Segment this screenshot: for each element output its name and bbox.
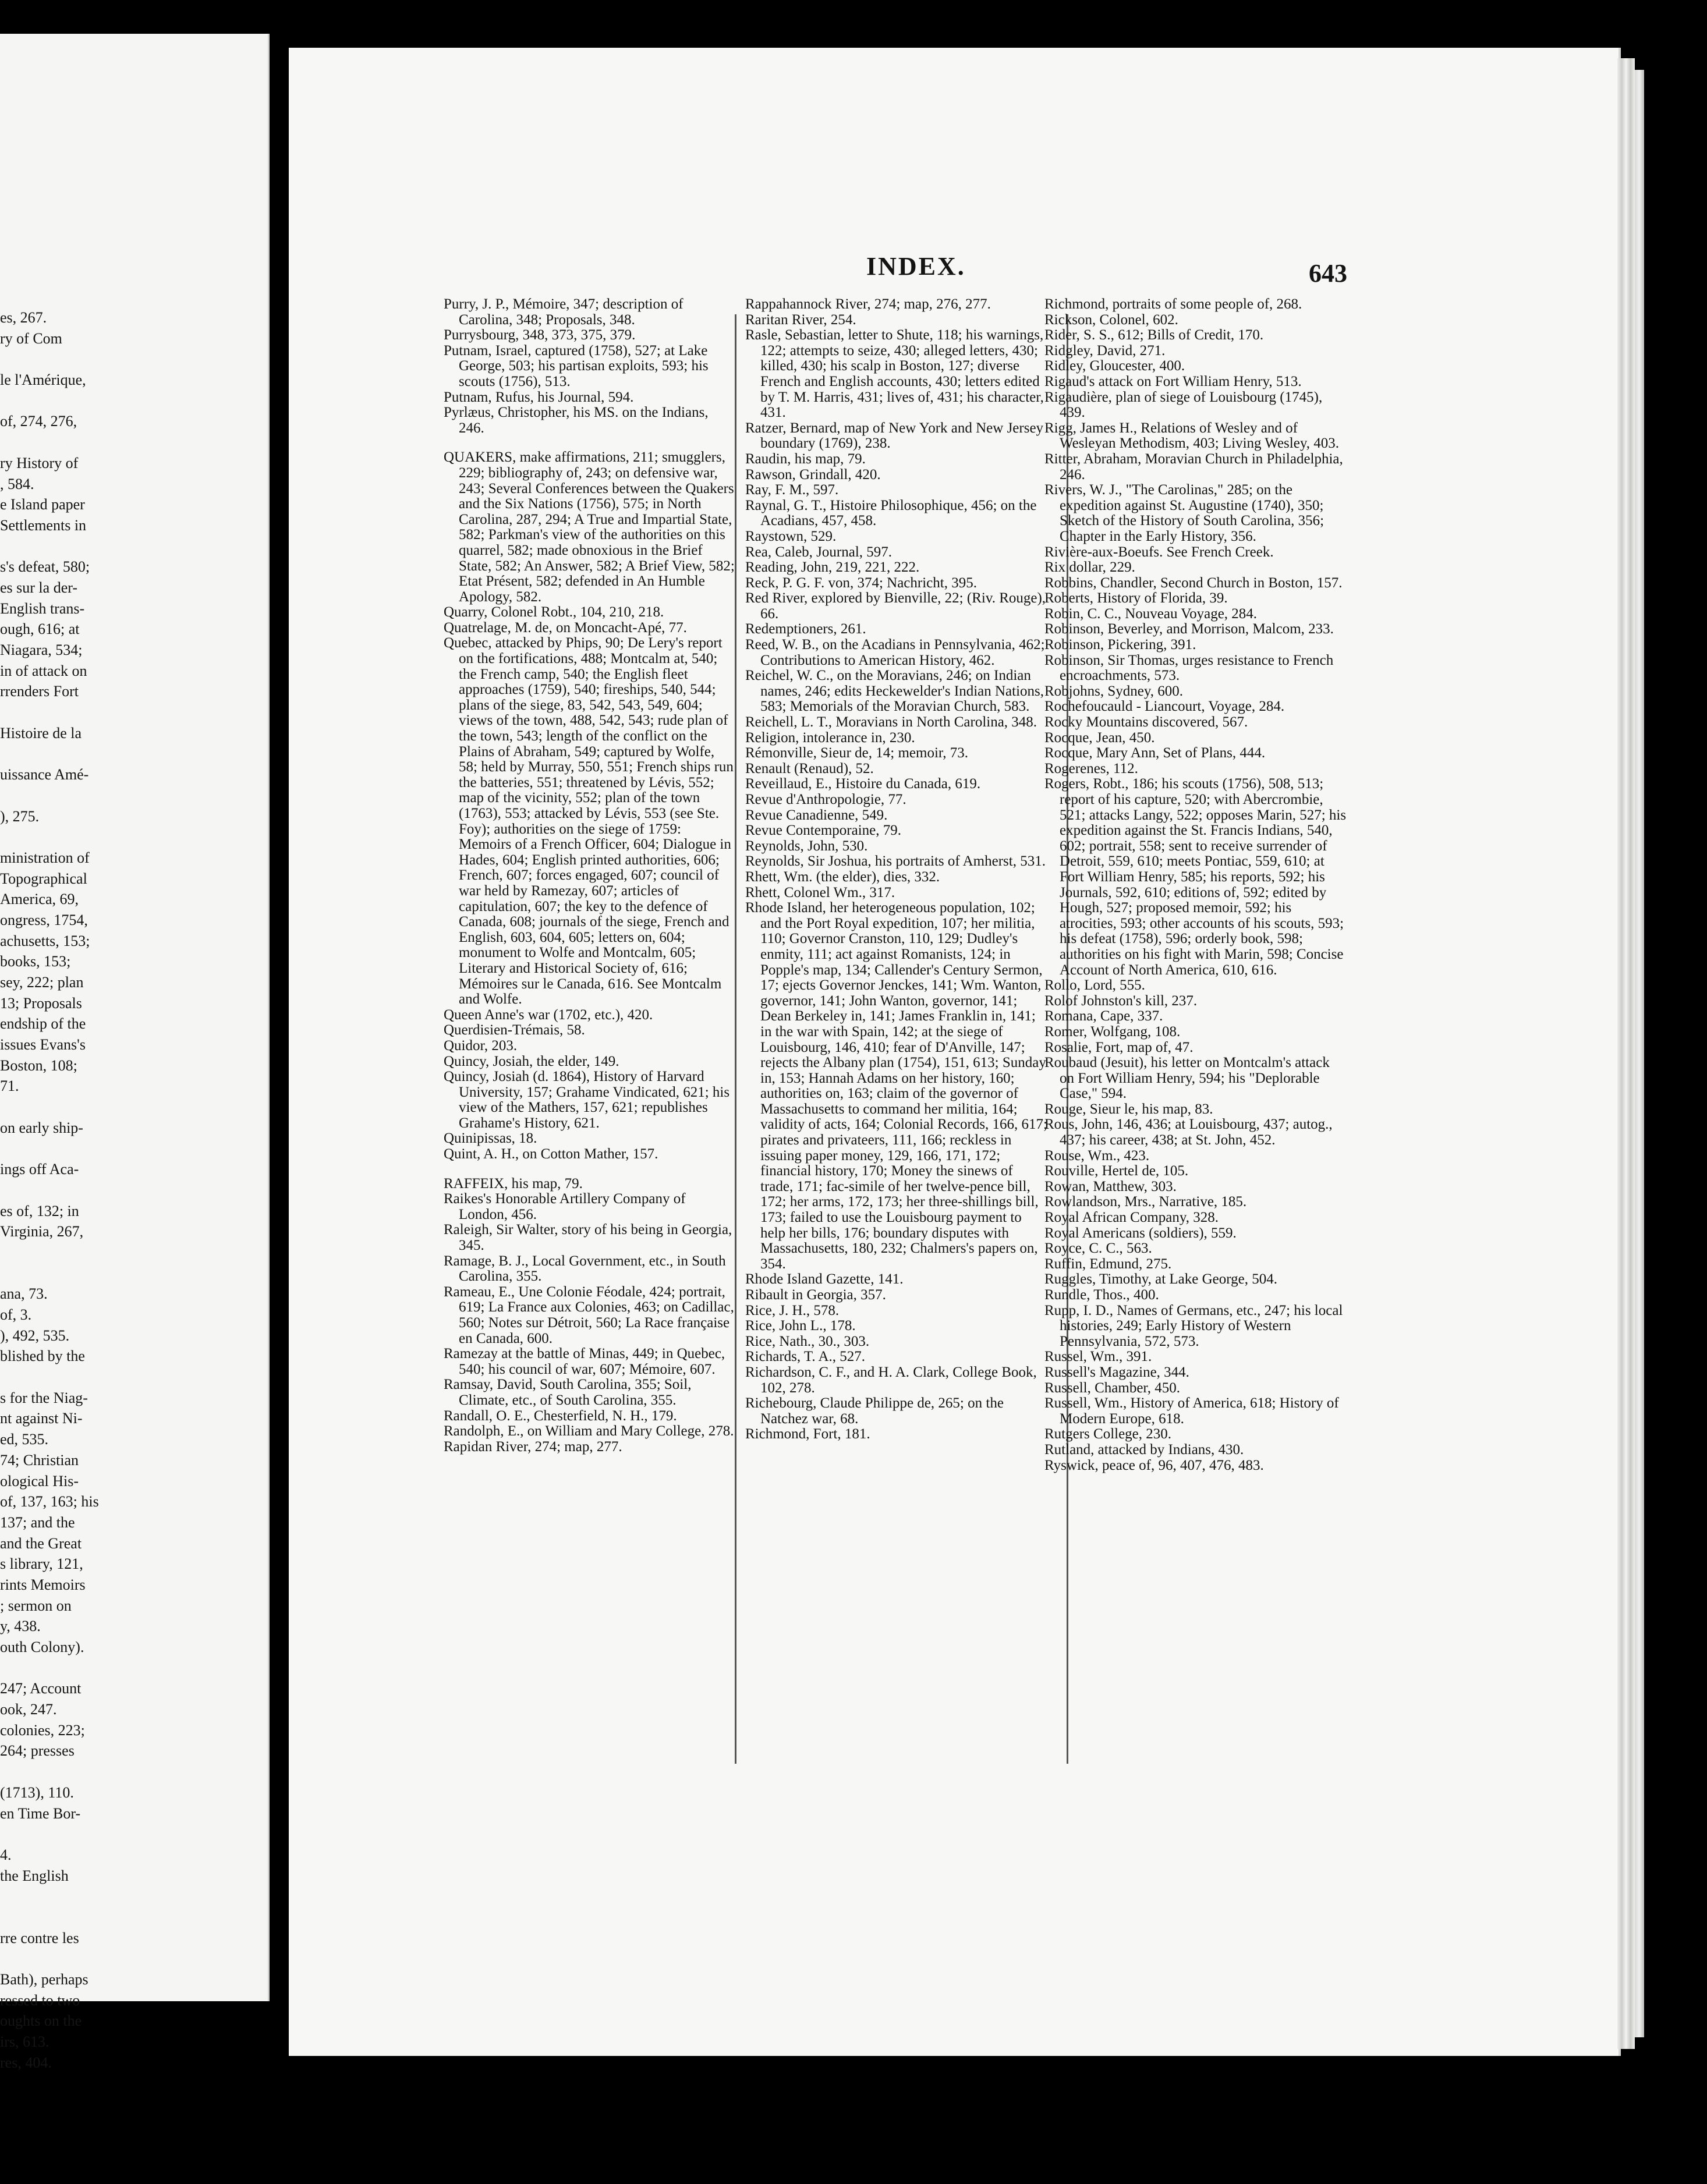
facing-page-line: ), 275.: [0, 807, 40, 825]
index-entry: Pyrlæus, Christopher, his MS. on the Indians, 246.: [444, 405, 709, 436]
index-entry: Rochefoucauld - Liancourt, Voyage, 284.: [1044, 699, 1285, 715]
facing-page-line: [0, 1097, 245, 1118]
index-entry: Royal African Company, 328.: [1044, 1210, 1219, 1226]
page-number: 643: [1309, 259, 1347, 288]
column-rule: [735, 314, 736, 1764]
index-entry: Reed, W. B., on the Acadians in Pennsylvania, 462; Contributions to American History, 462.: [745, 637, 1045, 668]
facing-page-line: [0, 1658, 245, 1679]
facing-page-line: [0, 1242, 245, 1263]
facing-page-line: 247; Account: [0, 1680, 82, 1697]
index-entry: Ramsay, David, South Carolina, 355; Soil, Climate, etc., of South Carolina, 355.: [444, 1377, 692, 1408]
facing-page-line: s's defeat, 580;: [0, 558, 90, 576]
index-entry: Rice, Nath., 30., 303.: [745, 1333, 870, 1349]
facing-page-line: es of, 132; in: [0, 1202, 79, 1219]
index-entry: Richmond, Fort, 181.: [745, 1426, 870, 1442]
facing-page-line: rints Memoirs: [0, 1576, 86, 1593]
facing-page-line: rrenders Fort: [0, 683, 79, 700]
page-edge-shadow: [1635, 70, 1644, 2037]
index-entry: Robbins, Chandler, Second Church in Boston, 157.: [1044, 575, 1343, 591]
facing-page-line: colonies, 223;: [0, 1721, 85, 1739]
index-entry: Ray, F. M., 597.: [745, 482, 839, 498]
index-entry: Raleigh, Sir Walter, story of his being in Georgia, 345.: [444, 1222, 732, 1254]
facing-page-line: 137; and the: [0, 1513, 75, 1531]
index-entry: Robin, C. C., Nouveau Voyage, 284.: [1044, 605, 1258, 622]
facing-page-line: America, 69,: [0, 891, 79, 908]
facing-page-line: endship of the: [0, 1015, 86, 1033]
index-entry: Purrysbourg, 348, 373, 375, 379.: [444, 327, 636, 343]
facing-page-line: outh Colony).: [0, 1639, 84, 1655]
facing-page-line: 13; Proposals: [0, 994, 82, 1012]
facing-page-line: of, 3.: [0, 1306, 32, 1323]
facing-page-line: [0, 1139, 245, 1160]
facing-page-line: in of attack on: [0, 662, 87, 679]
facing-page-line: ana, 73.: [0, 1285, 48, 1303]
index-entry: Raudin, his map, 79.: [745, 451, 866, 467]
facing-page-line: 74; Christian: [0, 1451, 79, 1469]
facing-page-line: nt against Ni-: [0, 1410, 83, 1427]
facing-page-line: e Island paper: [0, 496, 85, 513]
facing-page-line: [0, 1824, 245, 1845]
index-entry: Russell's Magazine, 344.: [1044, 1364, 1189, 1380]
index-entry: Rigaud's attack on Fort William Henry, 513.: [1044, 373, 1302, 389]
facing-page-line: ; sermon on: [0, 1597, 72, 1614]
facing-page-line: , 584.: [0, 475, 34, 492]
index-entry: Rowlandson, Mrs., Narrative, 185.: [1044, 1194, 1247, 1210]
facing-page-line: 71.: [0, 1077, 19, 1095]
index-entry: Russell, Wm., History of America, 618; History of Modern Europe, 618.: [1044, 1395, 1339, 1427]
index-entry: Rhett, Wm. (the elder), dies, 332.: [745, 868, 940, 885]
index-column-1: [444, 297, 735, 1455]
facing-page-line: Boston, 108;: [0, 1056, 77, 1074]
index-entry: Raynal, G. T., Histoire Philosophique, 456; on the Acadians, 457, 458.: [745, 497, 1037, 529]
index-entry: Rutgers College, 230.: [1044, 1426, 1172, 1442]
facing-page-line: [0, 391, 245, 412]
index-entry: Reck, P. G. F. von, 374; Nachricht, 395.: [745, 575, 977, 591]
index-entry: Russel, Wm., 391.: [1044, 1349, 1152, 1365]
facing-page-line: es, 267.: [0, 309, 47, 326]
facing-page-line: [0, 702, 245, 723]
index-entry: Rous, John, 146, 436; at Louisbourg, 437; autog., 437; his career, 438; at St. John, 452.: [1044, 1116, 1333, 1148]
facing-page-line: Topographical: [0, 870, 87, 887]
facing-page-line: English trans-: [0, 600, 85, 617]
index-entry: Quinipissas, 18.: [444, 1130, 537, 1147]
index-entry: Reynolds, Sir Joshua, his portraits of Amherst, 531.: [745, 853, 1046, 870]
index-entry: Putnam, Israel, captured (1758), 527; at Lake George, 503; his partisan exploits, 593; his scouts (1756), 513.: [444, 342, 709, 389]
facing-page-line: [0, 536, 245, 557]
index-entry: Revue d'Anthropologie, 77.: [745, 792, 906, 807]
index-entry: Rea, Caleb, Journal, 597.: [745, 544, 893, 560]
facing-page-line: 4.: [0, 1846, 12, 1863]
facing-page-line: [0, 1263, 245, 1284]
facing-page-line: sey, 222; plan: [0, 974, 84, 991]
facing-page-line: issues Evans's: [0, 1036, 86, 1054]
index-entry: Renault (Renaud), 52.: [745, 760, 874, 777]
facing-page-line: 264; presses: [0, 1742, 75, 1760]
facing-page-line: irs, 613.: [0, 2033, 49, 2051]
facing-page-line: oughts on the: [0, 2012, 82, 2030]
facing-page-line: ed, 535.: [0, 1431, 49, 1448]
facing-page-fragment: [0, 34, 270, 2071]
section-gap: [444, 436, 735, 450]
index-entry: Richardson, C. F., and H. A. Clark, College Book, 102, 278.: [745, 1364, 1037, 1396]
index-entry: Robinson, Beverley, and Morrison, Malcom, 233.: [1044, 621, 1334, 637]
facing-page-line: [0, 827, 245, 848]
facing-page-line: [0, 785, 245, 806]
index-entry: Rémonville, Sieur de, 14; memoir, 73.: [745, 745, 968, 761]
index-entry: RAFFEIX, his map, 79.: [444, 1175, 583, 1192]
index-entry: Reynolds, John, 530.: [745, 838, 868, 854]
index-entry: Rawson, Grindall, 420.: [745, 466, 881, 483]
index-entry: Quint, A. H., on Cotton Mather, 157.: [444, 1146, 658, 1162]
index-entry: Romer, Wolfgang, 108.: [1044, 1023, 1181, 1040]
index-entry: Rouse, Wm., 423.: [1044, 1147, 1150, 1164]
index-entry: Rouge, Sieur le, his map, 83.: [1044, 1101, 1213, 1117]
index-entry: Revue Canadienne, 549.: [745, 807, 888, 823]
index-entry: Ritter, Abraham, Moravian Church in Philadelphia, 246.: [1044, 451, 1343, 483]
facing-page-line: [0, 1761, 245, 1782]
index-entry: Putnam, Rufus, his Journal, 594.: [444, 389, 634, 405]
index-column-3: [1044, 297, 1347, 1473]
index-entry: Ribault in Georgia, 357.: [745, 1287, 886, 1303]
index-entry: Rollo, Lord, 555.: [1044, 977, 1145, 994]
index-entry: Redemptioners, 261.: [745, 621, 866, 637]
index-entry: Rice, J. H., 578.: [745, 1302, 840, 1318]
facing-page-line: [0, 743, 245, 764]
facing-page-line: y, 438.: [0, 1618, 41, 1635]
index-entry: Quebec, attacked by Phips, 90; De Lery's report on the fortifications, 488; Montcalm at, 540; the French camp, 540; the English fleet approaches (1759), 540; fireships, 540, 544; plans of the siege, 83, 542, 543, 549, 604; views of the town, 488, 542, 543; rude plan of the town, 543; length of the conflict on the Plains of Abraham, 549; captured by Wolfe, 58; held by Murray, 550, 551; French ships run the batteries, 551; threatened by Lévis, 552; map of the vicinity, 552; plan of the town (1763), 553; attacked by Lévis, 553 (see Ste. Foy); authorities on the siege of 1759: Memoirs of a French Officer, 604; Dialogue in Hades, 604; English printed authorities, 606; French, 607; forces engaged, 607; council of war held by Ramezay, 607; articles of capitulation, 607; the key to the defence of Canada, 608; journals of the siege, French and English, 603, 604, 605; letters on, 604; monument to Wolfe and Montcalm, 605; Literary and Historical Society of, 616; Mémoires sur le Canada, 616. See Montcalm and Wolfe.: [444, 635, 734, 1008]
facing-page-line: Virginia, 267,: [0, 1223, 84, 1240]
facing-page-line: ook, 247.: [0, 1701, 57, 1718]
facing-page-line: [0, 1948, 245, 1969]
facing-page-line: books, 153;: [0, 953, 71, 970]
index-entry: Quidor, 203.: [444, 1037, 518, 1054]
facing-page-line: achusetts, 153;: [0, 932, 90, 949]
facing-page-line: ings off Aca-: [0, 1161, 79, 1178]
index-entry: Rix dollar, 229.: [1044, 559, 1135, 576]
index-entry: Rice, John L., 178.: [745, 1318, 856, 1334]
facing-page-line: le l'Amérique,: [0, 371, 86, 389]
index-entry: Rigg, James H., Relations of Wesley and of Wesleyan Methodism, 403; Living Wesley, 403.: [1044, 420, 1339, 452]
facing-page-line: s for the Niag-: [0, 1389, 88, 1406]
index-entry: Rocque, Jean, 450.: [1044, 729, 1155, 746]
index-entry: Raikes's Honorable Artillery Company of London, 456.: [444, 1191, 686, 1222]
index-entry: Robjohns, Sydney, 600.: [1044, 683, 1183, 699]
facing-page-line: ongress, 1754,: [0, 911, 88, 928]
index-entry: Rosalie, Fort, map of, 47.: [1044, 1039, 1194, 1055]
index-entry: Richards, T. A., 527.: [745, 1349, 866, 1365]
index-entry: Romana, Cape, 337.: [1044, 1008, 1163, 1024]
index-entry: Rowan, Matthew, 303.: [1044, 1178, 1177, 1194]
facing-page-line: on early ship-: [0, 1119, 83, 1136]
page-title: INDEX.: [866, 252, 966, 281]
facing-page-line: [0, 349, 245, 370]
index-entry: Randall, O. E., Chesterfield, N. H., 179.: [444, 1407, 677, 1424]
index-entry: Ruggles, Timothy, at Lake George, 504.: [1044, 1271, 1277, 1288]
index-entry: Rappahannock River, 274; map, 276, 277.: [745, 296, 991, 312]
facing-page-line: [0, 1886, 245, 1907]
index-entry: Reichel, W. C., on the Moravians, 246; on Indian names, 246; edits Heckewelder's Indian Nations, 583; Memorials of the Moravian Church, 583.: [745, 668, 1044, 715]
index-entry: Red River, explored by Bienville, 22; (Riv. Rouge), 66.: [745, 590, 1046, 622]
index-entry: Reveillaud, E., Histoire du Canada, 619.: [745, 776, 981, 792]
facing-page-line: [0, 432, 245, 453]
index-entry: Rider, S. S., 612; Bills of Credit, 170.: [1044, 327, 1264, 343]
index-entry: Ramezay at the battle of Minas, 449; in Quebec, 540; his council of war, 607; Mémoire, 607.: [444, 1346, 725, 1377]
index-entry: Rhett, Colonel Wm., 317.: [745, 884, 895, 900]
index-entry: Roberts, History of Florida, 39.: [1044, 590, 1228, 607]
index-entry: Ridley, Gloucester, 400.: [1044, 358, 1185, 374]
index-entry: Revue Contemporaine, 79.: [745, 822, 901, 839]
index-entry: Ruffin, Edmund, 275.: [1044, 1256, 1172, 1272]
index-entry: Quincy, Josiah, the elder, 149.: [444, 1053, 619, 1069]
facing-page-line: uissance Amé-: [0, 766, 89, 783]
index-entry: Robinson, Sir Thomas, urges resistance to French encroachments, 573.: [1044, 652, 1334, 684]
index-entry: Rhode Island, her heterogeneous population, 102; and the Port Royal expedition, 107; her militia, 110; Governor Cranston, 110, 129; Dudley's enmity, 111; act against Romanists, 124; in Popple's map, 134; Callender's Century Sermon, 17; ejects Governor Jenckes, 141; Wm. Wanton, governor, 141; John Wanton, governor, 141; Dean Berkeley in, 141; James Franklin in, 141; in the war with Spain, 142; at the siege of Louisbourg, 146, 410; fear of D'Anville, 147; rejects the Albany plan (1754), 151, 613; Sunday in, 153; Hannah Adams on her history, 160; authorities on, 163; claim of the governor of Massachusetts to command her militia, 164; validity of acts, 164; Colonial Records, 166, 617; pirates and privateers, 111, 166; reckless in issuing paper money, 129, 166, 171, 172; financial history, 170; Money the sinews of trade, 171; fac-simile of her twelve-pence bill, 172; her arms, 172, 173; her three-shillings bill, 173; failed to use the Louisbourg payment to help her bills, 176; boundary disputes with Massachusetts, 180, 232; Chalmers's papers on, 354.: [745, 900, 1047, 1272]
index-entry: Richmond, portraits of some people of, 268.: [1044, 296, 1302, 312]
index-entry: Rickson, Colonel, 602.: [1044, 311, 1178, 328]
index-entry: Richebourg, Claude Philippe de, 265; on the Natchez war, 68.: [745, 1395, 1004, 1427]
index-entry: QUAKERS, make affirmations, 211; smugglers, 229; bibliography of, 243; on defensive war, 243; Several Conferences between the Quakers and the Six Nations (1756), 575; in North Carolina, 287, 294; A True and Impartial State, 582; Parkman's view of the authorities on this quarrel, 582; made obnoxious in the Brief State, 582; An Answer, 582; A Brief View, 582; Etat Présent, 582; defended in An Humble Apology, 582.: [444, 449, 735, 605]
index-entry: Rogers, Robt., 186; his scouts (1756), 508, 513; report of his capture, 520; with Abercrombie, 521; attacks Langy, 522; opposes Marin, 527; his expedition against the St. Francis Indians, 540, 602; portrait, 558; sent to receive surrender of Detroit, 559, 610; meets Pontiac, 559, 610; at Fort William Henry, 585; his reports, 592; his Journals, 592, 610; editions of, 592; edited by Hough, 527; proposed memoir, 592; his atrocities, 593; other accounts of his scouts, 593; his defeat (1758), 596; orderly book, 598; authorities on his fight with Marin, 598; Concise Account of North America, 610, 616.: [1044, 776, 1347, 978]
index-entry: Rouville, Hertel de, 105.: [1044, 1163, 1189, 1179]
index-entry: Rivers, W. J., "The Carolinas," 285; on the expedition against St. Augustine (1740), 350; Sketch of the History of South Carolina, 356; Chapter in the Early History, 356.: [1044, 482, 1324, 544]
facing-page-line: [0, 1367, 245, 1388]
index-column-2: [745, 297, 1048, 1442]
index-entry: Religion, intolerance in, 230.: [745, 729, 915, 746]
index-entry: Raystown, 529.: [745, 528, 837, 544]
index-entry: Rhode Island Gazette, 141.: [745, 1271, 904, 1288]
index-entry: Rogerenes, 112.: [1044, 760, 1138, 777]
index-entry: Rigaudière, plan of siege of Louisbourg (1745), 439.: [1044, 389, 1323, 421]
index-entry: Rundle, Thos., 400.: [1044, 1287, 1159, 1303]
index-entry: Rutland, attacked by Indians, 430.: [1044, 1441, 1244, 1458]
index-entry: Roubaud (Jesuit), his letter on Montcalm's attack on Fort William Henry, 594; his "Deplorable Case," 594.: [1044, 1055, 1330, 1102]
index-entry: Rupp, I. D., Names of Germans, etc., 247; his local histories, 249; Early History of Western Pennsylvania, 572, 573.: [1044, 1302, 1343, 1349]
index-entry: Rasle, Sebastian, letter to Shute, 118; his warnings, 122; attempts to seize, 430; alleged letters, 430; killed, 430; his scalp in Boston, 127; diverse French and English accounts, 430; letters edited by T. M. Harris, 431; lives of, 431; his character, 431.: [745, 327, 1044, 421]
facing-page-line: blished by the: [0, 1348, 85, 1365]
index-entry: Quatrelage, M. de, on Moncacht-Apé, 77.: [444, 619, 687, 636]
facing-page-line: ry History of: [0, 454, 79, 471]
page-edge: [1617, 58, 1635, 2049]
index-entry: Reichell, L. T., Moravians in North Carolina, 348.: [745, 714, 1037, 731]
facing-page-line: res, 404.: [0, 2054, 52, 2071]
index-entry: Rolof Johnston's kill, 237.: [1044, 992, 1198, 1009]
index-entry: Ratzer, Bernard, map of New York and New Jersey boundary (1769), 238.: [745, 420, 1044, 452]
index-entry: Raritan River, 254.: [745, 311, 856, 328]
facing-page-line: Settlements in: [0, 516, 87, 534]
facing-page-line: ological His-: [0, 1472, 79, 1490]
facing-page-line: es sur la der-: [0, 579, 78, 596]
facing-page-line: and the Great: [0, 1534, 82, 1552]
facing-page-line: Histoire de la: [0, 724, 82, 742]
facing-page-line: en Time Bor-: [0, 1804, 81, 1822]
index-entry: Rapidan River, 274; map, 277.: [444, 1438, 622, 1455]
index-entry: Royce, C. C., 563.: [1044, 1240, 1152, 1257]
facing-page-line: ), 492, 535.: [0, 1327, 70, 1344]
index-entry: Ryswick, peace of, 96, 407, 476, 483.: [1044, 1457, 1264, 1473]
index-entry: Rameau, E., Une Colonie Féodale, 424; portrait, 619; La France aux Colonies, 463; on Cadillac, 560; Notes sur Détroit, 560; La Race française en Canada, 600.: [444, 1284, 734, 1346]
facing-page-text: [0, 307, 245, 2073]
facing-page-line: [0, 1907, 245, 1928]
index-entry: Rocky Mountains discovered, 567.: [1044, 714, 1248, 731]
index-entry: Ridgley, David, 271.: [1044, 342, 1166, 359]
facing-page-line: ry of Com: [0, 329, 62, 347]
index-entry: Queen Anne's war (1702, etc.), 420.: [444, 1006, 653, 1023]
index-entry: Rocque, Mary Ann, Set of Plans, 444.: [1044, 745, 1266, 761]
facing-page-line: of, 274, 276,: [0, 413, 77, 430]
index-entry: Quarry, Colonel Robt., 104, 210, 218.: [444, 604, 664, 621]
facing-page-line: the English: [0, 1867, 69, 1884]
index-entry: Purry, J. P., Mémoire, 347; description of Carolina, 348; Proposals, 348.: [444, 296, 683, 328]
index-entry: Quincy, Josiah (d. 1864), History of Harvard University, 157; Grahame Vindicated, 621; his view of the Mathers, 157, 621; republishes Grahame's History, 621.: [444, 1069, 730, 1131]
facing-page-line: ough, 616; at: [0, 621, 80, 638]
index-entry: Russell, Chamber, 450.: [1044, 1380, 1181, 1396]
facing-page-line: Niagara, 534;: [0, 641, 83, 658]
index-entry: Ramage, B. J., Local Government, etc., in South Carolina, 355.: [444, 1253, 726, 1285]
section-gap: [444, 1162, 735, 1176]
facing-page-line: (1713), 110.: [0, 1784, 74, 1801]
index-entry: Randolph, E., on William and Mary College, 278.: [444, 1423, 734, 1440]
facing-page-line: ressed to two: [0, 1991, 80, 2009]
index-entry: Rivière-aux-Boeufs. See French Creek.: [1044, 544, 1274, 560]
index-entry: Royal Americans (soldiers), 559.: [1044, 1225, 1237, 1241]
facing-page-line: of, 137, 163; his: [0, 1493, 99, 1511]
facing-page-line: ministration of: [0, 849, 90, 866]
facing-page-line: rre contre les: [0, 1929, 79, 1947]
index-entry: Robinson, Pickering, 391.: [1044, 637, 1196, 653]
index-entry: Reading, John, 219, 221, 222.: [745, 559, 920, 576]
index-entry: Querdisien-Trémais, 58.: [444, 1022, 585, 1038]
facing-page-line: Bath), perhaps: [0, 1971, 88, 1988]
facing-page-line: [0, 1180, 245, 1201]
facing-page-line: s library, 121,: [0, 1555, 83, 1573]
